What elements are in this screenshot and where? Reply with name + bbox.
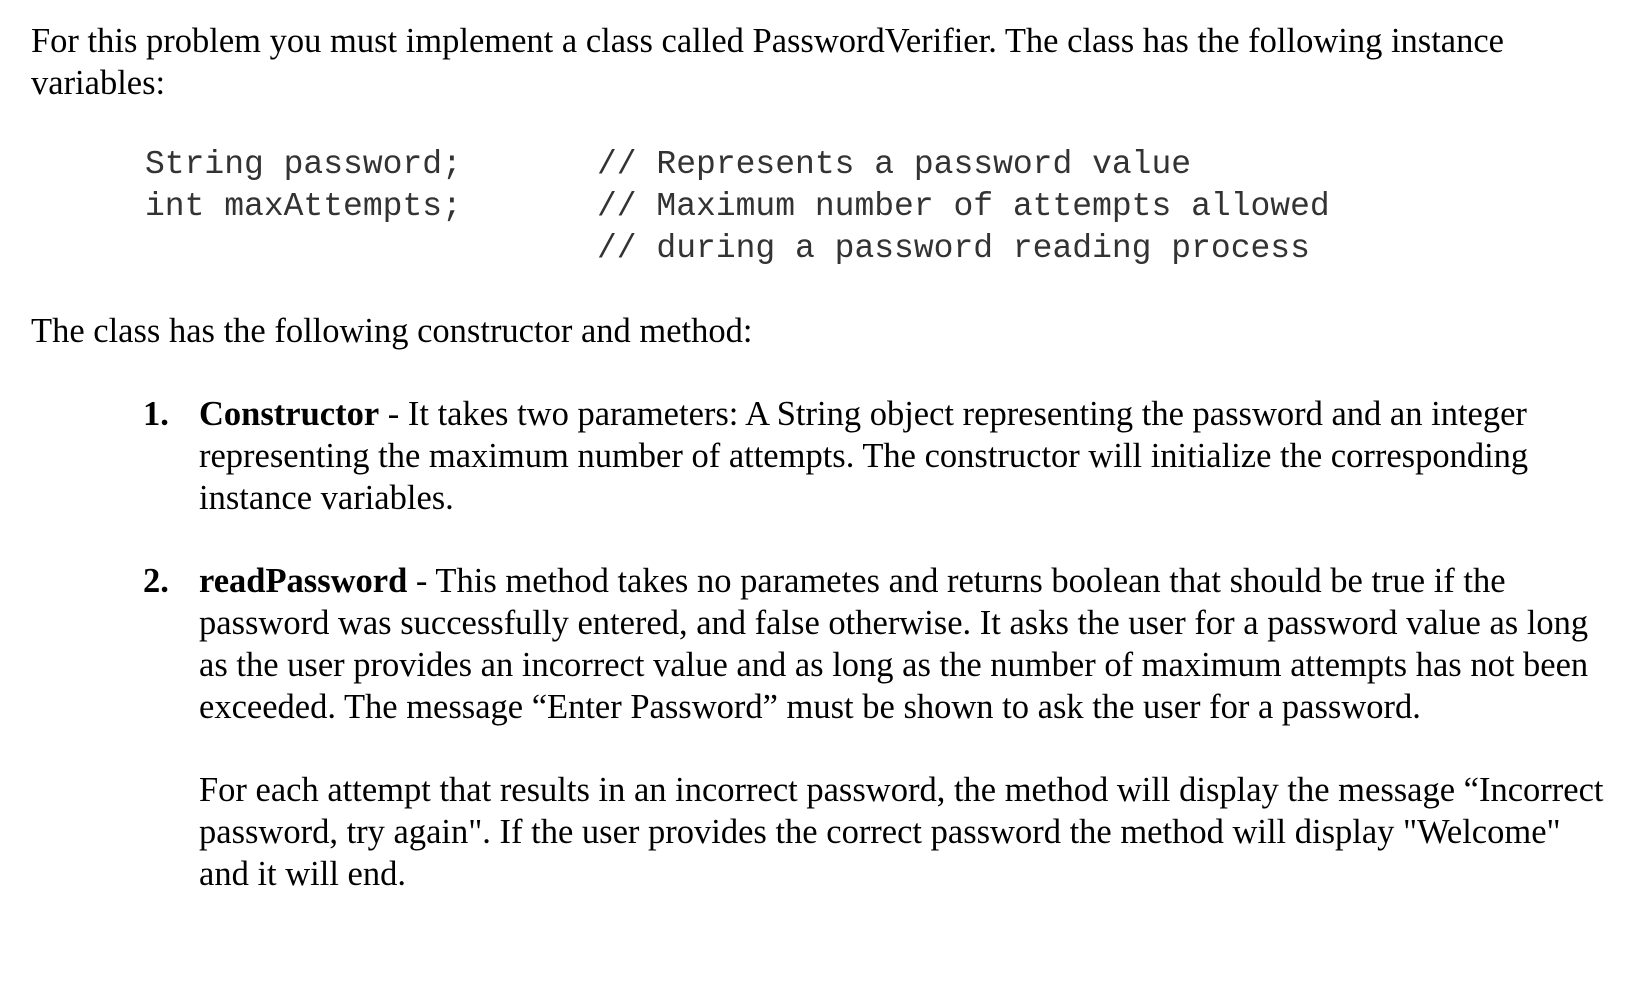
item-text: It takes two parameters: A String object representing the password and an integer representing the maximum number of attempts. The constructor will initialize the corresponding instance variables. <box>199 395 1529 517</box>
item-paragraph <box>199 560 1611 728</box>
instance-variables-code <box>145 144 1611 270</box>
methods-heading: The class has the following constructor and method: <box>31 312 753 350</box>
item-number: 2. <box>143 562 169 600</box>
list-item-read-password <box>31 560 1611 895</box>
item-number: 1. <box>143 395 169 433</box>
item-paragraph: For each attempt that results in an incorrect password, the method will display the message “Incorrect password, try again". If the user provides the correct password the method will display "Welcome" and it will end. <box>199 771 1604 893</box>
item-paragraph <box>199 393 1611 519</box>
item-content <box>199 560 1611 895</box>
code-comment: // Represents a password value <box>597 146 1192 183</box>
item-text: This method takes no parametes and returns boolean that should be true if the password was successfully entered, and false otherwise. It asks the user for a password value as long as the user provides an incorrect value and as long as the number of maximum attempts has not been exceeded. The message “Enter Password” must be shown to ask the user for a password. <box>199 562 1589 726</box>
code-comment: // Maximum number of attempts allowed <box>597 188 1330 225</box>
item-term: Constructor <box>199 395 380 433</box>
item-term: readPassword <box>199 562 408 600</box>
code-line <box>145 186 1611 228</box>
code-declaration: String password; <box>145 146 462 183</box>
item-content <box>199 393 1611 519</box>
code-declaration: int maxAttempts; <box>145 188 462 225</box>
list-item-constructor <box>31 393 1611 519</box>
code-declaration <box>145 228 597 270</box>
code-line <box>145 228 1611 270</box>
document-page <box>31 20 1611 936</box>
code-line <box>145 144 1611 186</box>
code-comment: // during a password reading process <box>597 230 1310 267</box>
numbered-list <box>31 393 1611 895</box>
item-separator: - <box>407 562 436 600</box>
item-separator: - <box>379 395 408 433</box>
intro-paragraph: For this problem you must implement a class called PasswordVerifier. The class has the following instance variables: <box>31 22 1504 102</box>
